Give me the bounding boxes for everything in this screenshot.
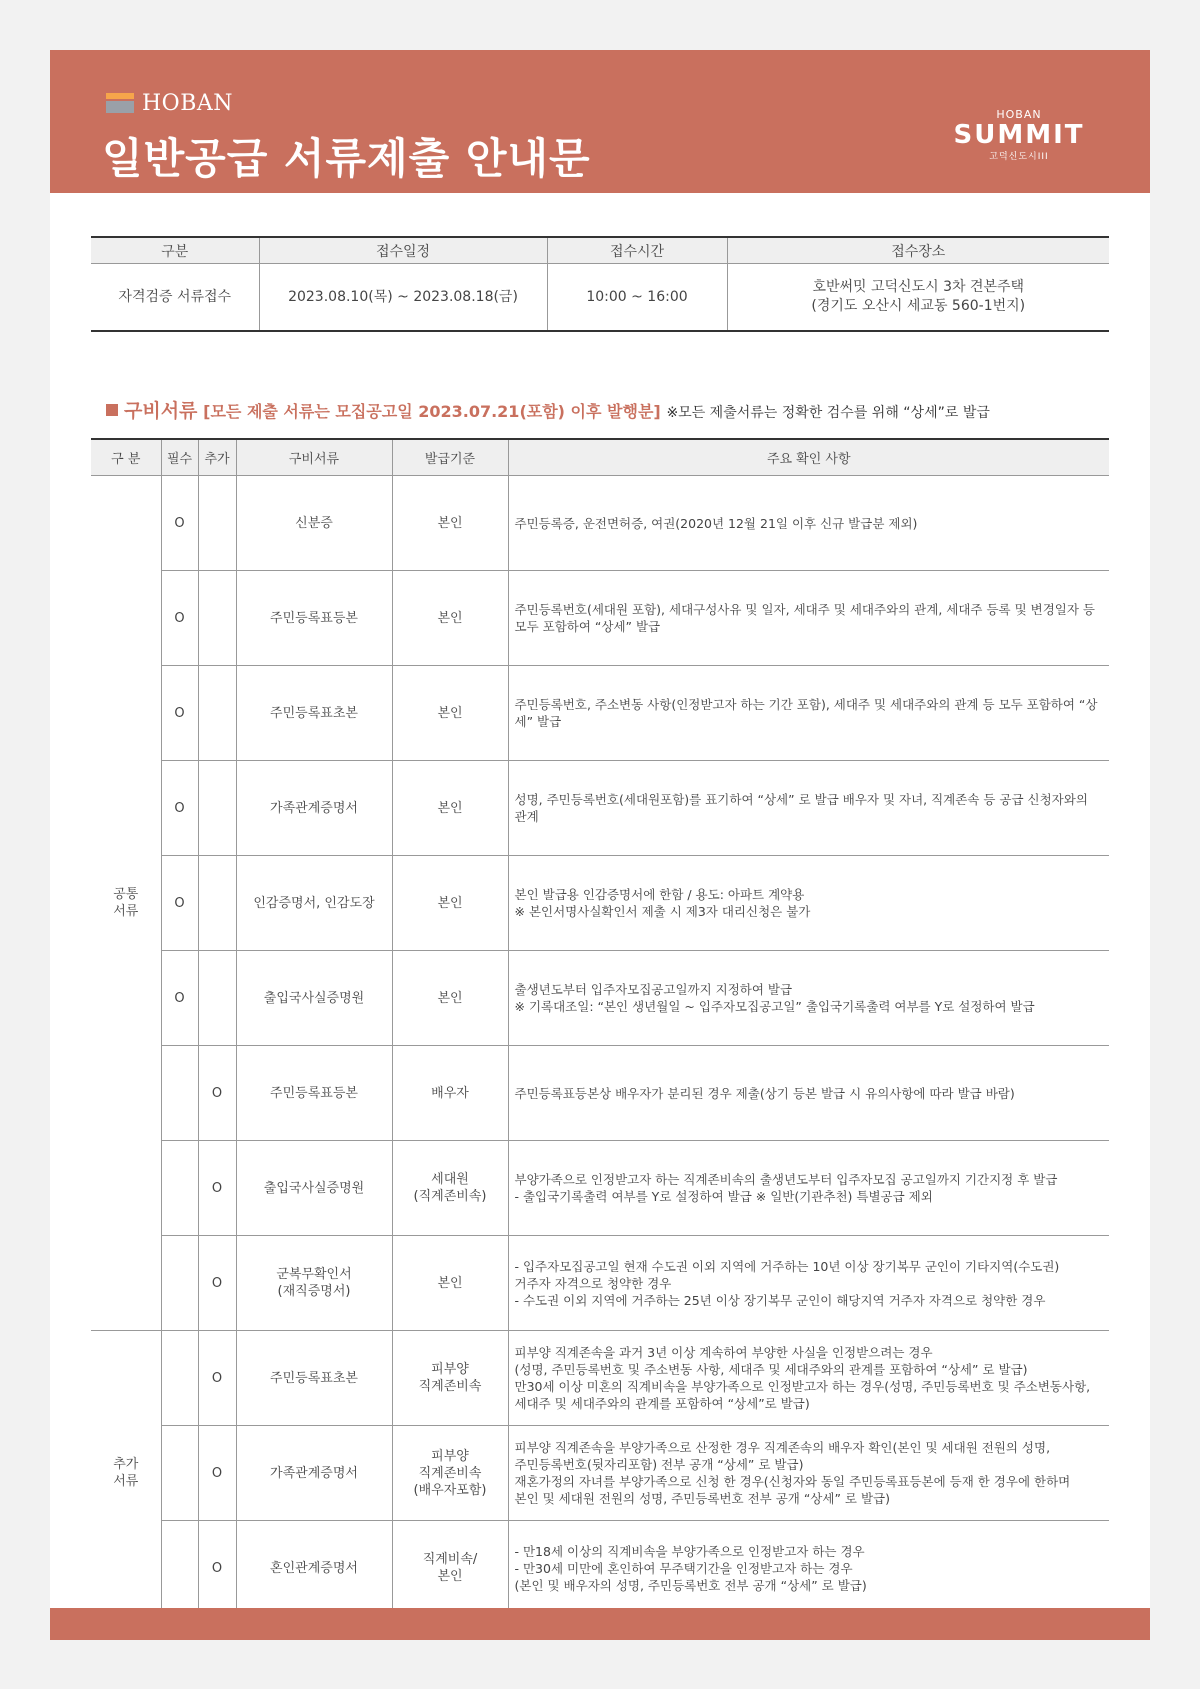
check-details: 출생년도부터 입주자모집공고일까지 지정하여 발급 ※ 기록대조일: “본인 생년월일 ~ 입주자모집공고일” 출입국기록출력 여부를 Y로 설정하여 발급 [508,951,1109,1046]
check-details: 주민등록표등본상 배우자가 분리된 경우 제출(상기 등본 발급 시 유의사항에 따라 발급 바람) [508,1046,1109,1141]
table-row [91,951,1109,1046]
required-mark: O [161,476,198,571]
table-row [91,1331,1109,1426]
table-row [91,571,1109,666]
issue-basis: 본인 [392,571,508,666]
brand-name: HOBAN [142,90,234,116]
required-mark [161,1426,198,1521]
table-row [91,1046,1109,1141]
issue-basis: 본인 [392,856,508,951]
table-row [91,1426,1109,1521]
issue-basis: 본인 [392,1236,508,1331]
hoban-brand [106,90,233,116]
summit-logo-main: SUMMIT [953,120,1085,150]
reception-place: 호반써밋 고덕신도시 3차 견본주택 (경기도 오산시 세교동 560-1번지) [727,264,1109,332]
issue-basis: 직계비속/ 본인 [392,1521,508,1617]
table-row [91,1141,1109,1236]
document-name: 주민등록표등본 [236,571,392,666]
reception-time: 10:00 ~ 16:00 [547,264,727,332]
group-extra: 추가 서류 [91,1331,161,1617]
notice-sheet [50,50,1150,1640]
issue-basis: 본인 [392,476,508,571]
check-details: - 입주자모집공고일 현재 수도권 이외 지역에 거주하는 10년 이상 장기복무 군인이 기타지역(수도권) 거주자 자격으로 청약한 경우 - 수도권 이외 지역에 거주하는 25년 이상 장기복무 군인이 해당지역 거주자 자격으로 청약한 경우 [508,1236,1109,1331]
header-document: 구비서류 [236,439,392,476]
required-mark [161,1521,198,1617]
issue-basis: 세대원 (직계존비속) [392,1141,508,1236]
required-mark: O [161,571,198,666]
section-note: ※모든 제출서류는 정확한 검수를 위해 “상세”로 발급 [666,405,990,421]
documents-header-row [91,439,1109,476]
header-additional: 추가 [198,439,236,476]
issue-basis: 피부양 직계존비속 (배우자포함) [392,1426,508,1521]
reception-header-type: 구분 [91,237,259,264]
check-details: 피부양 직계존속을 과거 3년 이상 계속하여 부양한 사실을 인정받으려는 경우 (성명, 주민등록번호 및 주소변동 사항, 세대주 및 세대주와의 관계를 포함하여 “상세” 로 발급) 만30세 이상 미혼의 직계비속을 부양가족으로 인정받고자 하는 경우(성명, 주민등록번호 및 주소변동사항, 세대주 및 세대주와의 관계를 포함하여 “상세”로 발급) [508,1331,1109,1426]
required-mark [161,1141,198,1236]
required-mark [161,1236,198,1331]
table-row [91,856,1109,951]
additional-mark: O [198,1141,236,1236]
required-mark: O [161,951,198,1046]
header-details: 주요 확인 사항 [508,439,1109,476]
summit-logo-top: HOBAN [996,108,1042,121]
document-name: 인감증명서, 인감도장 [236,856,392,951]
issue-basis: 본인 [392,666,508,761]
document-name: 가족관계증명서 [236,761,392,856]
reception-header-place: 접수장소 [727,237,1109,264]
table-row [91,1521,1109,1617]
table-row [91,761,1109,856]
additional-mark [198,571,236,666]
additional-mark: O [198,1331,236,1426]
square-bullet-icon [106,404,118,416]
required-mark: O [161,666,198,761]
additional-mark: O [198,1521,236,1617]
header-category: 구 분 [91,439,161,476]
summit-logo [944,108,1094,162]
issue-basis: 본인 [392,761,508,856]
section-bracket-note: [모든 제출 서류는 모집공고일 2023.07.21(포함) 이후 발행분] [203,402,661,421]
reception-date: 2023.08.10(목) ~ 2023.08.18(금) [259,264,547,332]
additional-mark: O [198,1426,236,1521]
additional-mark [198,476,236,571]
check-details: 성명, 주민등록번호(세대원포함)를 표기하여 “상세” 로 발급 배우자 및 자녀, 직계존속 등 공급 신청자와의 관계 [508,761,1109,856]
document-name: 신분증 [236,476,392,571]
check-details: 주민등록번호, 주소변동 사항(인정받고자 하는 기간 포함), 세대주 및 세대주와의 관계 등 모두 포함하여 “상세” 발급 [508,666,1109,761]
documents-table [91,438,1109,1617]
check-details: - 만18세 이상의 직계비속을 부양가족으로 인정받고자 하는 경우 - 만30세 미만에 혼인하여 무주택기간을 인정받고자 하는 경우 (본인 및 배우자의 성명, 주민등록번호 전부 공개 “상세” 로 발급) [508,1521,1109,1617]
required-mark [161,1331,198,1426]
table-row [91,1236,1109,1331]
table-row [91,666,1109,761]
hoban-logo-icon [106,93,134,113]
additional-mark [198,666,236,761]
required-mark: O [161,761,198,856]
document-name: 출입국사실증명원 [236,951,392,1046]
additional-mark: O [198,1046,236,1141]
header-banner [50,50,1150,193]
document-name: 가족관계증명서 [236,1426,392,1521]
check-details: 부양가족으로 인정받고자 하는 직계존비속의 출생년도부터 입주자모집 공고일까지 기간지정 후 발급 - 출입국기록출력 여부를 Y로 설정하여 발급 ※ 일반(기관추천) 특별공급 제외 [508,1141,1109,1236]
check-details: 본인 발급용 인감증명서에 한함 / 용도: 아파트 계약용 ※ 본인서명사실확인서 제출 시 제3자 대리신청은 불가 [508,856,1109,951]
section-heading [106,396,990,423]
section-title: 구비서류 [124,400,198,422]
required-mark [161,1046,198,1141]
check-details: 주민등록번호(세대원 포함), 세대구성사유 및 일자, 세대주 및 세대주와의 관계, 세대주 등록 및 변경일자 등 모두 포함하여 “상세” 발급 [508,571,1109,666]
issue-basis: 본인 [392,951,508,1046]
additional-mark [198,951,236,1046]
check-details: 피부양 직계존속을 부양가족으로 산정한 경우 직계존속의 배우자 확인(본인 및 세대원 전원의 성명, 주민등록번호(뒷자리포함) 전부 공개 “상세” 로 발급) 재혼가정의 자녀를 부양가족으로 신청 한 경우(신청자와 동일 주민등록표등본에 등재 한 경우에 한하며 본인 및 세대원 전원의 성명, 주민등록번호 전부 공개 “상세” 로 발급) [508,1426,1109,1521]
page-title: 일반공급 서류제출 안내문 [102,134,591,183]
summit-logo-sub: 고덕신도시III [989,152,1049,162]
footer-bar [50,1608,1150,1640]
header-basis: 발급기준 [392,439,508,476]
document-name: 혼인관계증명서 [236,1521,392,1617]
document-name: 주민등록표초본 [236,1331,392,1426]
additional-mark [198,761,236,856]
reception-header-date: 접수일정 [259,237,547,264]
reception-type: 자격검증 서류접수 [91,264,259,332]
required-mark: O [161,856,198,951]
table-row [91,476,1109,571]
header-required: 필수 [161,439,198,476]
reception-table [91,236,1109,332]
reception-header-time: 접수시간 [547,237,727,264]
group-common: 공통 서류 [91,476,161,1331]
check-details: 주민등록증, 운전면허증, 여권(2020년 12월 21일 이후 신규 발급분 제외) [508,476,1109,571]
issue-basis: 배우자 [392,1046,508,1141]
document-name: 군복무확인서 (재직증명서) [236,1236,392,1331]
reception-row [91,264,1109,332]
additional-mark [198,856,236,951]
reception-header-row [91,237,1109,264]
document-name: 출입국사실증명원 [236,1141,392,1236]
document-name: 주민등록표초본 [236,666,392,761]
additional-mark: O [198,1236,236,1331]
document-name: 주민등록표등본 [236,1046,392,1141]
issue-basis: 피부양 직계존비속 [392,1331,508,1426]
